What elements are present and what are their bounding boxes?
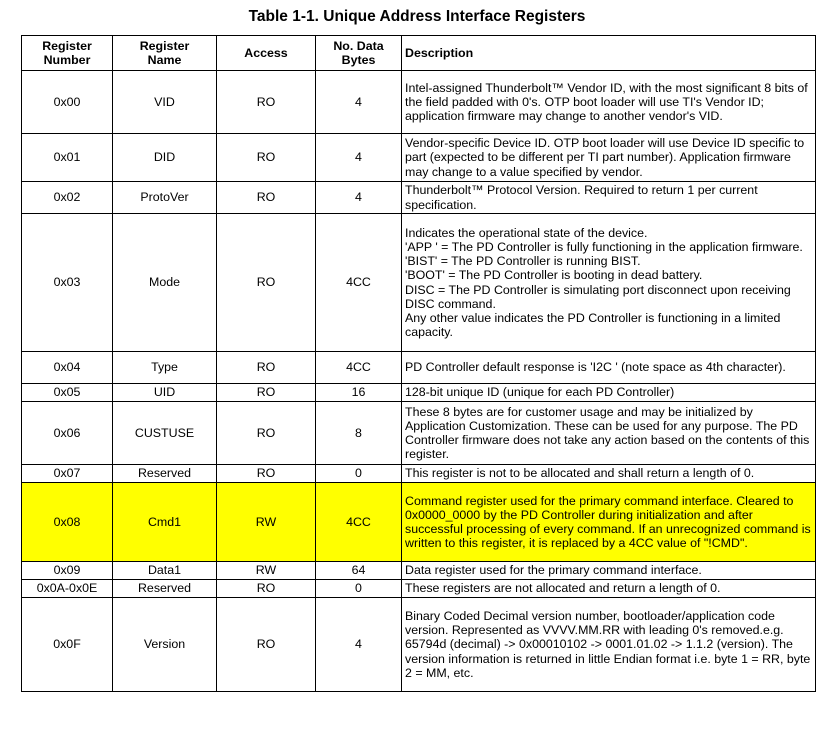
description-cell (402, 384, 816, 402)
description-line: DISC = The PD Controller is simulating port disconnect upon receiving DISC command. (405, 282, 791, 311)
data-bytes-cell: 4CC (316, 214, 402, 352)
description-line: Data register used for the primary command interface. (405, 563, 702, 578)
table-row (22, 182, 816, 214)
register-name-cell: Reserved (113, 465, 217, 483)
table-row (22, 71, 816, 134)
data-bytes-cell: 4 (316, 71, 402, 134)
table-row (22, 562, 816, 580)
data-bytes-cell: 4 (316, 134, 402, 182)
access-cell: RO (217, 182, 316, 214)
access-cell: RO (217, 402, 316, 465)
header-register-name-line1: Register (139, 38, 190, 53)
register-number-cell: 0x0F (22, 598, 113, 692)
description-cell (402, 465, 816, 483)
register-name-cell: Version (113, 598, 217, 692)
description-cell (402, 598, 816, 692)
register-number-cell: 0x07 (22, 465, 113, 483)
data-bytes-cell: 0 (316, 465, 402, 483)
description-cell (402, 483, 816, 562)
register-number-cell: 0x0A-0x0E (22, 580, 113, 598)
register-name-cell: Data1 (113, 562, 217, 580)
access-cell: RO (217, 352, 316, 384)
access-cell: RW (217, 562, 316, 580)
table-row (22, 402, 816, 465)
description-line: Binary Coded Decimal version number, bootloader/application code version. Represented as VVVV.MM.RR with leading 0's removed.e.g. 65794d (decimal) -> 0x00010102 -> 0001.01.02 -> 1.1.2 (version). The version information is returned in little Endian format i.e. byte 1 = RR, byte 2 = MM, etc. (405, 608, 811, 680)
access-cell: RO (217, 71, 316, 134)
description-line: These registers are not allocated and return a length of 0. (405, 581, 721, 596)
register-number-cell: 0x05 (22, 384, 113, 402)
register-number-cell: 0x00 (22, 71, 113, 134)
data-bytes-cell: 16 (316, 384, 402, 402)
register-number-cell: 0x02 (22, 182, 113, 214)
table-row (22, 580, 816, 598)
description-cell (402, 71, 816, 134)
register-number-cell: 0x01 (22, 134, 113, 182)
header-register-number (22, 36, 113, 71)
description-line: PD Controller default response is 'I2C ' (note space as 4th character). (405, 360, 786, 375)
register-number-cell: 0x03 (22, 214, 113, 352)
data-bytes-cell: 8 (316, 402, 402, 465)
access-cell: RO (217, 134, 316, 182)
data-bytes-cell: 4CC (316, 483, 402, 562)
header-data-bytes (316, 36, 402, 71)
description-line: These 8 bytes are for customer usage and may be initialized by Application Customization. These can be used for any purpose. The PD Controller firmware does not take any action based on the contents of this register. (405, 404, 810, 462)
header-description: Description (402, 36, 816, 71)
access-cell: RW (217, 483, 316, 562)
data-bytes-cell: 0 (316, 580, 402, 598)
description-line: 'APP ' = The PD Controller is fully functioning in the application firmware. (405, 239, 803, 254)
header-row (22, 36, 816, 71)
description-line: Indicates the operational state of the device. (405, 225, 648, 240)
description-line: Any other value indicates the PD Controller is functioning in a limited capacity. (405, 310, 781, 340)
register-name-cell: CUSTUSE (113, 402, 217, 465)
register-name-cell: Type (113, 352, 217, 384)
data-bytes-cell: 4 (316, 598, 402, 692)
header-access: Access (217, 36, 316, 71)
register-number-cell: 0x08 (22, 483, 113, 562)
register-table (21, 35, 816, 692)
table-row (22, 598, 816, 692)
header-register-number-line1: Register (42, 38, 92, 53)
table-row (22, 214, 816, 352)
description-line: 128-bit unique ID (unique for each PD Controller) (405, 385, 675, 400)
description-line: Intel-assigned Thunderbolt™ Vendor ID, with the most significant 8 bits of the field padded with 0's. OTP boot loader will use TI's Vendor ID; application firmware may change to another vendor's VID. (405, 80, 808, 124)
register-name-cell: Mode (113, 214, 217, 352)
header-register-name-line2: Name (147, 53, 182, 67)
header-register-name (113, 36, 217, 71)
table-row (22, 483, 816, 562)
description-line: This register is not to be allocated and shall return a length of 0. (405, 466, 755, 481)
table-row (22, 352, 816, 384)
description-line: 'BIST' = The PD Controller is running BIST. (405, 254, 641, 269)
register-name-cell: VID (113, 71, 217, 134)
data-bytes-cell: 4 (316, 182, 402, 214)
description-line: Thunderbolt™ Protocol Version. Required to return 1 per current specification. (405, 183, 758, 212)
register-name-cell: DID (113, 134, 217, 182)
access-cell: RO (217, 214, 316, 352)
description-line: Vendor-specific Device ID. OTP boot loader will use Device ID specific to part (expected to be different per TI part number). Application firmware may change to a value specified by vendor. (405, 136, 805, 179)
access-cell: RO (217, 465, 316, 483)
data-bytes-cell: 64 (316, 562, 402, 580)
access-cell: RO (217, 580, 316, 598)
register-number-cell: 0x06 (22, 402, 113, 465)
register-name-cell: Cmd1 (113, 483, 217, 562)
description-cell (402, 214, 816, 352)
data-bytes-cell: 4CC (316, 352, 402, 384)
description-line: Command register used for the primary command interface. Cleared to 0x0000_0000 by the PD Controller during initialization and after successful processing of every command. If an unrecognized command is written to this register, it is replaced by a 4CC value of "!CMD". (405, 493, 811, 551)
description-cell (402, 352, 816, 384)
access-cell: RO (217, 384, 316, 402)
description-cell (402, 562, 816, 580)
table-row (22, 465, 816, 483)
description-cell (402, 402, 816, 465)
description-cell (402, 134, 816, 182)
header-data-bytes-line2: Bytes (341, 53, 376, 67)
description-cell (402, 580, 816, 598)
description-cell (402, 182, 816, 214)
header-data-bytes-line1: No. Data (333, 38, 384, 53)
table-title: Table 1-1. Unique Address Interface Registers (248, 8, 586, 25)
table-row (22, 384, 816, 402)
description-line: 'BOOT' = The PD Controller is booting in dead battery. (405, 268, 703, 283)
table-row (22, 134, 816, 182)
register-name-cell: ProtoVer (113, 182, 217, 214)
header-register-number-line2: Number (43, 53, 91, 67)
register-number-cell: 0x09 (22, 562, 113, 580)
register-number-cell: 0x04 (22, 352, 113, 384)
register-name-cell: UID (113, 384, 217, 402)
register-name-cell: Reserved (113, 580, 217, 598)
table-body (22, 71, 816, 692)
access-cell: RO (217, 598, 316, 692)
